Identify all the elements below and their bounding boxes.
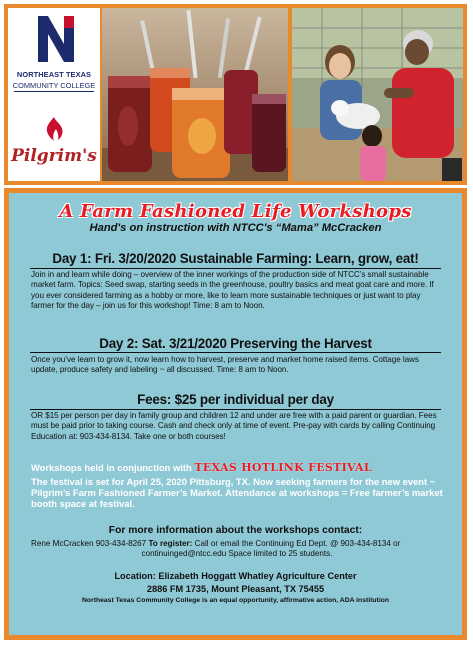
register-label: To register:	[148, 539, 193, 548]
day1-heading: Day 1: Fri. 3/20/2020 Sustainable Farming: Learn, grow, eat!	[52, 251, 419, 266]
contact-email-line: continuinged@ntcc.edu Space limited to 25 students.	[141, 549, 333, 559]
ntcc-subname: COMMUNITY COLLEGE	[12, 81, 96, 90]
day2-heading: Day 2: Sat. 3/21/2020 Preserving the Harvest	[99, 336, 372, 351]
day2-description: Once you’ve learn to grow it, now learn how to harvest, preserve and market home raised items. Cottage laws update, produce safety and labeling ~ all discussed. Time: 8 am to Noon.	[31, 355, 419, 375]
day1-rule	[30, 268, 441, 269]
fees-description: OR $15 per person per day in family group and children 12 and under are free with a paid parent or guardian. Fees must be paid prior to taking course. Cash and check only at time of event. Pre-pay with cards by calling Continuing Education at: 903-434-8134. Take one or both courses!	[31, 411, 437, 441]
contact-details	[31, 539, 443, 560]
ntcc-divider	[14, 91, 94, 92]
logo-panel	[8, 8, 100, 181]
equal-opportunity-disclaimer: Northeast Texas Community College is an equal opportunity, affirmative action, ADA institution	[81, 597, 390, 604]
canning-jars-photo	[102, 8, 288, 181]
ntcc-name: NORTHEAST TEXAS	[16, 70, 92, 79]
pilgrims-logo: Pilgrim's	[11, 146, 97, 166]
ntcc-logo-icon	[36, 14, 76, 64]
fees-heading: Fees: $25 per individual per day	[137, 392, 334, 407]
location-address: 2886 FM 1735, Mount Pleasant, TX 75455	[146, 584, 325, 594]
contact-phone: Rene McCracken 903-434-8267	[31, 539, 149, 548]
location-name: Location: Elizabeth Hoggatt Whatley Agriculture Center	[114, 571, 357, 581]
pilgrims-flame-icon	[42, 116, 66, 142]
flyer-title: A Farm Fashioned Life Workshops	[59, 201, 412, 222]
day2-rule	[30, 352, 441, 353]
festival-intro-text: Workshops held in conjunction with	[31, 462, 195, 473]
festival-name: TEXAS HOTLINK FESTIVAL	[194, 461, 372, 474]
farm-goat-photo	[292, 8, 463, 181]
contact-heading: For more information about the workshops contact:	[108, 525, 363, 536]
festival-intro	[31, 462, 443, 473]
day1-description: Join in and learn while doing – overview of the inner workings of the production side of NTCC’s small sustainable market farm. Topics: Seed swap, starting seeds in the greenhouse, poultry basics and meat goat care and more. If you ever considered farming as a hobby or more, like to learn more sustainable techniques or just want to play farmer for the day – join us for this workshop! Time: 8 am to Noon.	[31, 270, 434, 310]
register-instructions: Call or email the Continuing Ed Dept. @ 903-434-8134 or	[192, 539, 401, 548]
fees-rule	[30, 409, 441, 410]
festival-details: The festival is set for April 25, 2020 Pittsburg, TX. Now seeking farmers for the new event ~ Pilgrim’s Farm Fashioned Farmer’s Market. Attendance at workshops = Free farmer’s market booth space at festival.	[31, 476, 443, 510]
flyer-subtitle: Hand's on instruction with NTCC's “Mama” McCracken	[89, 222, 382, 234]
